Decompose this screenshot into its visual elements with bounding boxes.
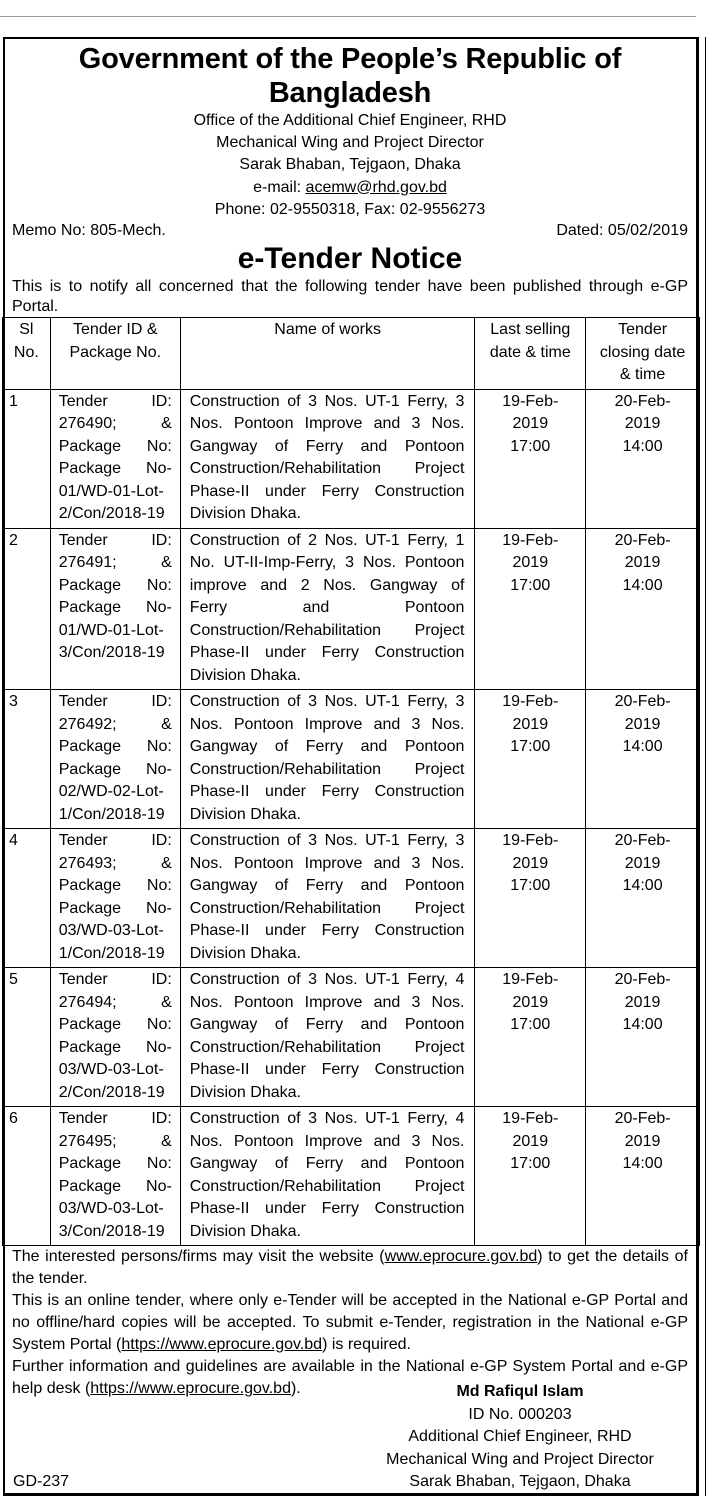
works-cell: Construction of 3 Nos. UT-1 Ferry, 4 Nos. Pontoon Improve and 3 Nos. Gangway of Ferry and Pontoon Construction/Rehabilitation Project Phase-II under Ferry Construction Division Dhaka.	[180, 1107, 475, 1246]
phone-line: Phone: 02-9550318, Fax: 02-9556273	[214, 200, 486, 218]
table-row	[3, 528, 700, 690]
footer-paragraph: The interested persons/firms may visit the website (www.eprocure.gov.bd) to get the details of the tender.	[12, 1248, 688, 1288]
works-cell: Construction of 3 Nos. UT-1 Ferry, 3 Nos. Pontoon Improve and 3 Nos. Gangway of Ferry and Pontoon Construction/Rehabilitation Project Phase-II under Ferry Construction Division Dhaka.	[180, 389, 475, 528]
table-row	[3, 1107, 700, 1246]
signatory-title: Additional Chief Engineer, RHD	[408, 1428, 632, 1445]
package-cell: Tender ID: 276495; & Package No: Package No- 03/WD-03-Lot- 3/Con/2018-19	[50, 1107, 180, 1246]
serial-cell: 4	[3, 829, 51, 968]
serial-cell: 3	[3, 690, 51, 829]
tender-table	[2, 317, 700, 1246]
email-label: e-mail:	[253, 178, 306, 196]
package-cell: Tender ID: 276490; & Package No: Package No- 01/WD-01-Lot- 2/Con/2018-19	[50, 389, 180, 528]
selling-date-cell: 19-Feb- 2019 17:00	[475, 389, 586, 528]
office-line: Mechanical Wing and Project Director	[216, 134, 484, 152]
footer-notes	[12, 1246, 688, 1400]
selling-date-cell: 19-Feb- 2019 17:00	[475, 1107, 586, 1246]
header-package: Tender ID & Package No.	[50, 318, 180, 390]
closing-date-cell: 20-Feb- 2019 14:00	[586, 389, 700, 528]
office-address	[12, 110, 688, 221]
egp-portal-link[interactable]: https://www.eprocure.gov.bd	[121, 1336, 323, 1354]
government-title: Government of the People’s Republic of Bangladesh	[78, 43, 622, 109]
works-cell: Construction of 3 Nos. UT-1 Ferry, 4 Nos. Pontoon Improve and 3 Nos. Gangway of Ferry and Pontoon Construction/Rehabilitation Project Phase-II under Ferry Construction Division Dhaka.	[180, 968, 475, 1107]
package-cell: Tender ID: 276492; & Package No: Package No- 02/WD-02-Lot- 1/Con/2018-19	[50, 690, 180, 829]
memo-row	[12, 221, 688, 241]
selling-date-cell: 19-Feb- 2019 17:00	[475, 528, 586, 690]
table-row	[3, 389, 700, 528]
serial-cell: 2	[3, 528, 51, 690]
website-link[interactable]: www.eprocure.gov.bd	[384, 1248, 538, 1266]
header-selling-date: Last selling date & time	[475, 318, 586, 390]
works-cell: Construction of 2 Nos. UT-1 Ferry, 1 No. UT-II-Imp-Ferry, 3 Nos. Pontoon improve and 2 Nos. Gangway of Ferry and Pontoon Construction/Rehabilitation Project Phase-II under Ferry Construction Division Dhaka.	[180, 528, 475, 690]
memo-number: Memo No: 805-Mech.	[12, 222, 166, 240]
signatory-place: Sarak Bhaban, Tejgaon, Dhaka	[409, 1473, 631, 1490]
footer-paragraph: Further information and guidelines are available in the National e-GP System Portal and e-GP help desk (https://www.eprocure.gov.bd).	[12, 1358, 688, 1398]
selling-date-cell: 19-Feb- 2019 17:00	[475, 690, 586, 829]
memo-date: Dated: 05/02/2019	[556, 222, 688, 240]
right-rule	[705, 37, 706, 1496]
table-row	[3, 968, 700, 1107]
table-row	[3, 829, 700, 968]
header-works: Name of works	[180, 318, 475, 390]
helpdesk-link[interactable]: https://www.eprocure.gov.bd	[90, 1380, 291, 1398]
closing-date-cell: 20-Feb- 2019 14:00	[586, 690, 700, 829]
notice-title: e-Tender Notice	[237, 242, 463, 276]
intro-text: This is to notify all concerned that the following tender have been published through e-GP Portal.	[12, 278, 688, 316]
table-body	[3, 389, 700, 1246]
signatory-name: Md Rafiqul Islam	[456, 1383, 584, 1400]
signature-block	[370, 1381, 670, 1494]
serial-cell: 1	[3, 389, 51, 528]
signatory-wing: Mechanical Wing and Project Director	[386, 1450, 654, 1468]
table-row	[3, 690, 700, 829]
works-cell: Construction of 3 Nos. UT-1 Ferry, 3 Nos. Pontoon Improve and 3 Nos. Gangway of Ferry and Pontoon Construction/Rehabilitation Project Phase-II under Ferry Construction Division Dhaka.	[180, 690, 475, 829]
signatory-id: ID No. 000203	[468, 1405, 572, 1423]
closing-date-cell: 20-Feb- 2019 14:00	[586, 968, 700, 1107]
serial-cell: 6	[3, 1107, 51, 1246]
footer-paragraph: This is an online tender, where only e-Tender will be accepted in the National e-GP Portal and no offline/hard copies will be accepted. To submit e-Tender, registration in the National e-GP System Portal (https://www.eprocure.gov.bd) is required.	[12, 1292, 688, 1354]
package-cell: Tender ID: 276493; & Package No: Package No- 03/WD-03-Lot- 1/Con/2018-19	[50, 829, 180, 968]
top-rule	[0, 16, 696, 17]
header-sl: Sl No.	[3, 318, 51, 390]
office-line: Office of the Additional Chief Engineer, RHD	[193, 112, 507, 129]
email-line	[12, 177, 688, 199]
selling-date-cell: 19-Feb- 2019 17:00	[475, 968, 586, 1107]
selling-date-cell: 19-Feb- 2019 17:00	[475, 829, 586, 968]
table-header-row	[3, 318, 700, 390]
email-link[interactable]: acemw@rhd.gov.bd	[305, 178, 447, 196]
closing-date-cell: 20-Feb- 2019 14:00	[586, 1107, 700, 1246]
header-closing-date: Tender closing date & time	[586, 318, 700, 390]
package-cell: Tender ID: 276494; & Package No: Package No- 03/WD-03-Lot- 2/Con/2018-19	[50, 968, 180, 1107]
closing-date-cell: 20-Feb- 2019 14:00	[586, 528, 700, 690]
document-code: GD-237	[13, 1473, 70, 1490]
package-cell: Tender ID: 276491; & Package No: Package No- 01/WD-01-Lot- 3/Con/2018-19	[50, 528, 180, 690]
office-line: Sarak Bhaban, Tejgaon, Dhaka	[239, 156, 461, 174]
works-cell: Construction of 3 Nos. UT-1 Ferry, 3 Nos. Pontoon Improve and 3 Nos. Gangway of Ferry and Pontoon Construction/Rehabilitation Project Phase-II under Ferry Construction Division Dhaka.	[180, 829, 475, 968]
notice-body	[9, 42, 688, 1400]
closing-date-cell: 20-Feb- 2019 14:00	[586, 829, 700, 968]
serial-cell: 5	[3, 968, 51, 1107]
